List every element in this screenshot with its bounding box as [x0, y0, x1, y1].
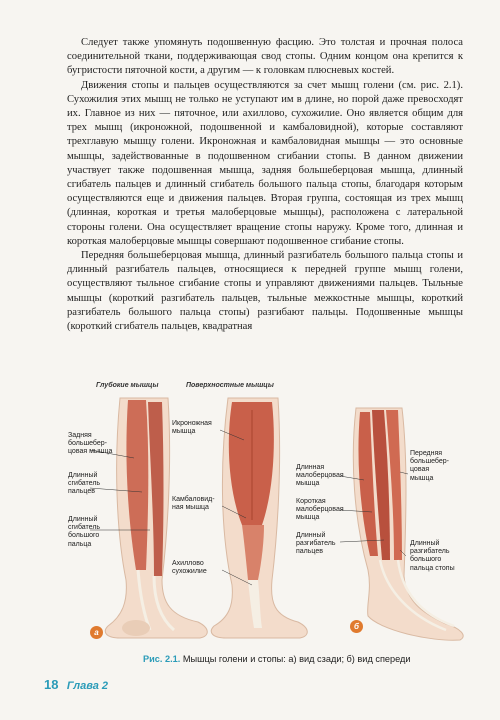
figure-caption — [143, 654, 473, 664]
paragraph: Движения стопы и пальцев осуществляются за счет мышц голени (см. рис. 2.1). Сухожилия этих мышц не только не уступают им в длине, но порой даже превосходят их. Главное из них — пяточное, или ахиллово, сухожилие. Оно является общим для трех мышц (икроножной, подошвенной и камбаловидной), которые составляют трехглавую мышцу голени. Икроножная и камбаловидная мышцы — это основные мышцы, задействованные в подошвенном сгибании стопы. В данном движении участвует также подошвенная мышца, задняя большеберцовая мышца, длинный сгибатель пальцев и длинный сгибатель большого пальца стопы, благодаря которым осуществляются еще и движения пальцев. Вторая группа, состоящая из трех мышц (длинная, короткая и третья малоберцовые мышцы), расположена с латеральной стороны голени. Она осуществляет вращение стопы наружу. Кроме того, длинная и короткая малоберцовые мышцы совершают подошвенное сгибание стопы. — [67, 79, 463, 247]
page-number: 18 — [44, 677, 59, 692]
header-deep-muscles: Глубокие мышцы — [96, 382, 159, 389]
caption-text: Мышцы голени и стопы: а) вид сзади; б) вид спереди — [180, 654, 411, 664]
label-soleus: Камбаловид- ная мышца — [172, 496, 215, 512]
leg-mid-illustration — [211, 398, 307, 638]
panel-marker-b: б — [350, 620, 363, 633]
label-extensor-digitorum-longus: Длинный разгибатель пальцев — [296, 532, 336, 556]
label-flexor-hallucis-longus: Длинный сгибатель большого пальца — [68, 516, 101, 548]
label-extensor-hallucis-longus: Длинный разгибатель большого пальца стопы — [410, 540, 455, 572]
label-peroneus-brevis: Короткая малоберцовая мышца — [296, 498, 344, 522]
leg-b-illustration — [340, 408, 463, 640]
header-superficial-muscles: Поверхностные мышцы — [186, 382, 274, 389]
label-gastrocnemius: Икроножная мышца — [172, 420, 212, 436]
leg-muscles-illustration — [50, 380, 470, 642]
paragraph: Следует также упомянуть подошвенную фасцию. Это толстая и прочная полоса соединительной ткани, поддерживающая свод стопы. Одним концом она крепится к бугристости пяточной кости, а другим — к головкам плюсневых костей. — [67, 37, 463, 77]
leg-muscles-figure — [50, 380, 470, 642]
label-achilles-tendon: Ахиллово сухожилие — [172, 560, 207, 576]
panel-marker-a: a — [90, 626, 103, 639]
label-peroneus-longus: Длинная малоберцовая мышца — [296, 464, 344, 488]
figure-number: Рис. 2.1. — [143, 654, 181, 664]
chapter-label: Глава 2 — [66, 680, 109, 692]
body-text — [67, 36, 463, 334]
page-footer — [44, 676, 108, 694]
label-flexor-digitorum-longus: Длинный сгибатель пальцев — [68, 472, 101, 496]
paragraph: Передняя большеберцовая мышца, длинный разгибатель большого пальца стопы и длинный разгибатель пальцев, относящиеся к передней группе мышц голени, осуществляют тыльное сгибание стопы и управляют движениями пальцев. Тыльные мышцы (короткий разгибатель пальцев, тыльные межкостные мышцы, короткий разгибатель большого пальца стопы) разгибают пальцы. Подошвенные мышцы (короткий сгибатель пальцев, квадратная — [67, 250, 463, 333]
label-tibialis-posterior: Задняя большебер- цовая мышца — [68, 432, 113, 456]
label-tibialis-anterior: Передняя большебер- цовая мышца — [410, 450, 449, 482]
